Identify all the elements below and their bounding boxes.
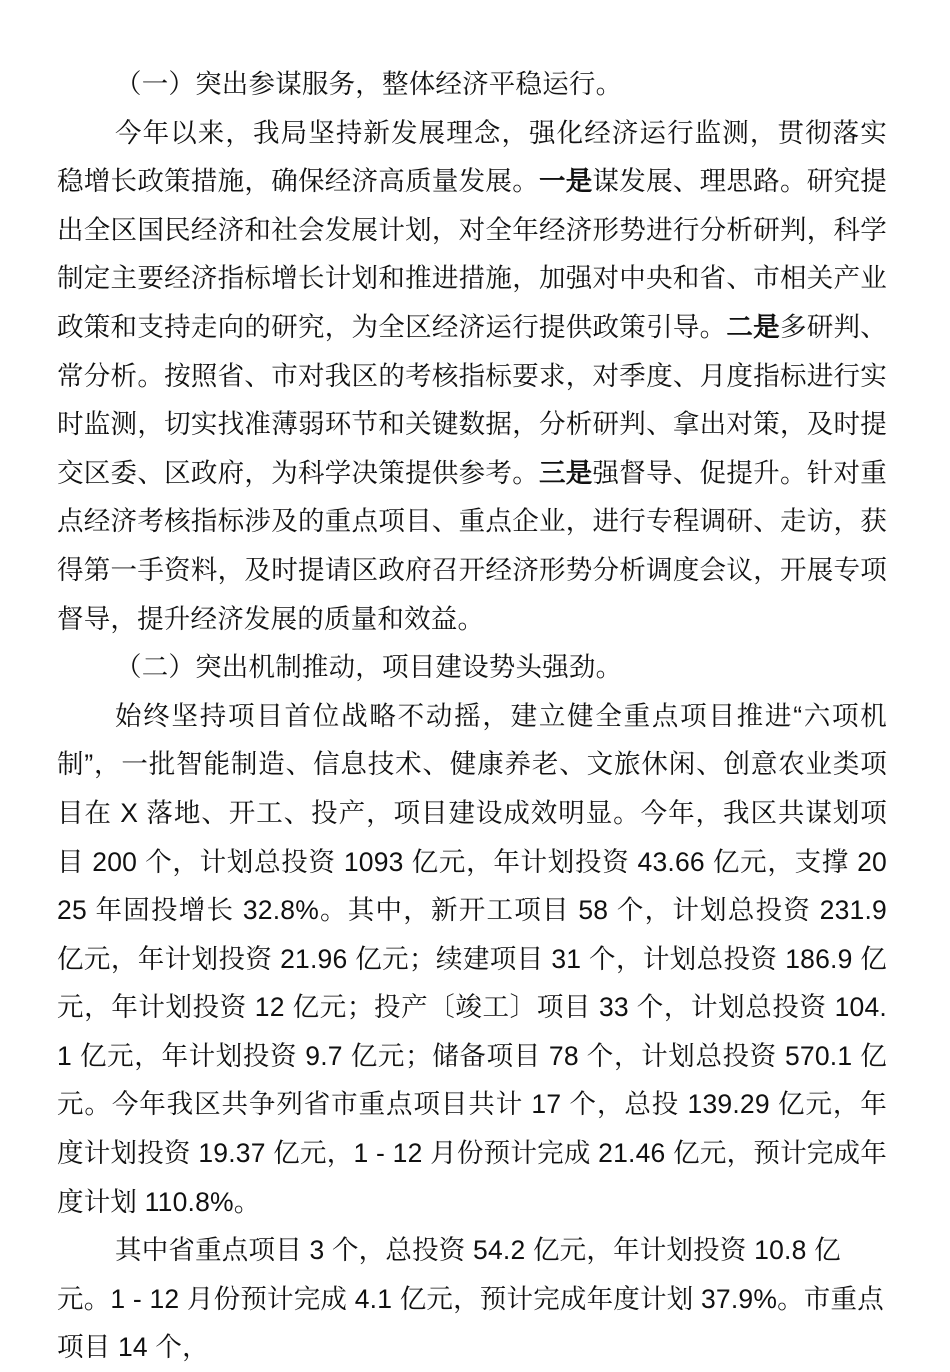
- section-heading-2: （二）突出机制推动，项目建设势头强劲。: [115, 652, 623, 683]
- document-body: [57, 60, 887, 1372]
- run-text: 强督导、促提升。针对重点经济考核指标涉及的重点项目、重点企业，进行专程调研、走访，获得第一手资料，及时提请区政府召开经济形势分析调度会议，开展专项督导，提升经济发展的质量和效益。: [57, 457, 887, 634]
- paragraph-3: [57, 1226, 887, 1372]
- paragraph-1: [57, 109, 887, 644]
- run-text: 今年以来，我局坚持新发展理念，强化经济运行监测，贯彻落实稳增长政策措施，确保经济高质量发展。: [57, 117, 887, 197]
- run-emphasis-first: 一是: [538, 166, 593, 197]
- section-heading-1: （一）突出参谋服务，整体经济平稳运行。: [115, 69, 623, 99]
- run-text: 多研判、常分析。按照省、市对我区的考核指标要求，对季度、月度指标进行实时监测，切实找准薄弱环节和关键数据，分析研判、拿出对策，及时提交区委、区政府，为科学决策提供参考。: [57, 311, 887, 488]
- run-emphasis-second: 二是: [726, 311, 780, 342]
- run-emphasis-third: 三是: [538, 457, 593, 488]
- paragraph-2: [57, 692, 887, 1227]
- run-text: 始终坚持项目首位战略不动摇，建立健全重点项目推进“六项机制”，一批智能制造、信息技术、健康养老、文旅休闲、创意农业类项目在 X 落地、开工、投产，项目建设成效明显。今年，我区共谋划项目 200 个，计划总投资 1093 亿元，年计划投资 43.66 亿元，支撑 2025 年固投增长 32.8%。其中，新开工项目 58 个，计划总投资 231.9 亿元，年计划投资 21.96 亿元；续建项目 31 个，计划总投资 186.9 亿元，年计划投资 12 亿元；投产〔竣工〕项目 33 个，计划总投资 104.1 亿元，年计划投资 9.7 亿元；储备项目 78 个，计划总投资 570.1 亿元。今年我区共争列省市重点项目共计 17 个，总投 139.29 亿元，年度计划投资 19.37 亿元，1 - 12 月份预计完成 21.46 亿元，预计完成年度计划 110.8%。: [57, 700, 887, 1217]
- run-text: 谋发展、理思路。研究提出全区国民经济和社会发展计划，对全年经济形势进行分析研判，科学制定主要经济指标增长计划和推进措施，加强对中央和省、市相关产业政策和支持走向的研究，为全区经济运行提供政策引导。: [57, 166, 887, 342]
- run-text: 其中省重点项目 3 个，总投资 54.2 亿元，年计划投资 10.8 亿元。1 - 12 月份预计完成 4.1 亿元，预计完成年度计划 37.9%。市重点项目 14 个，: [57, 1235, 884, 1363]
